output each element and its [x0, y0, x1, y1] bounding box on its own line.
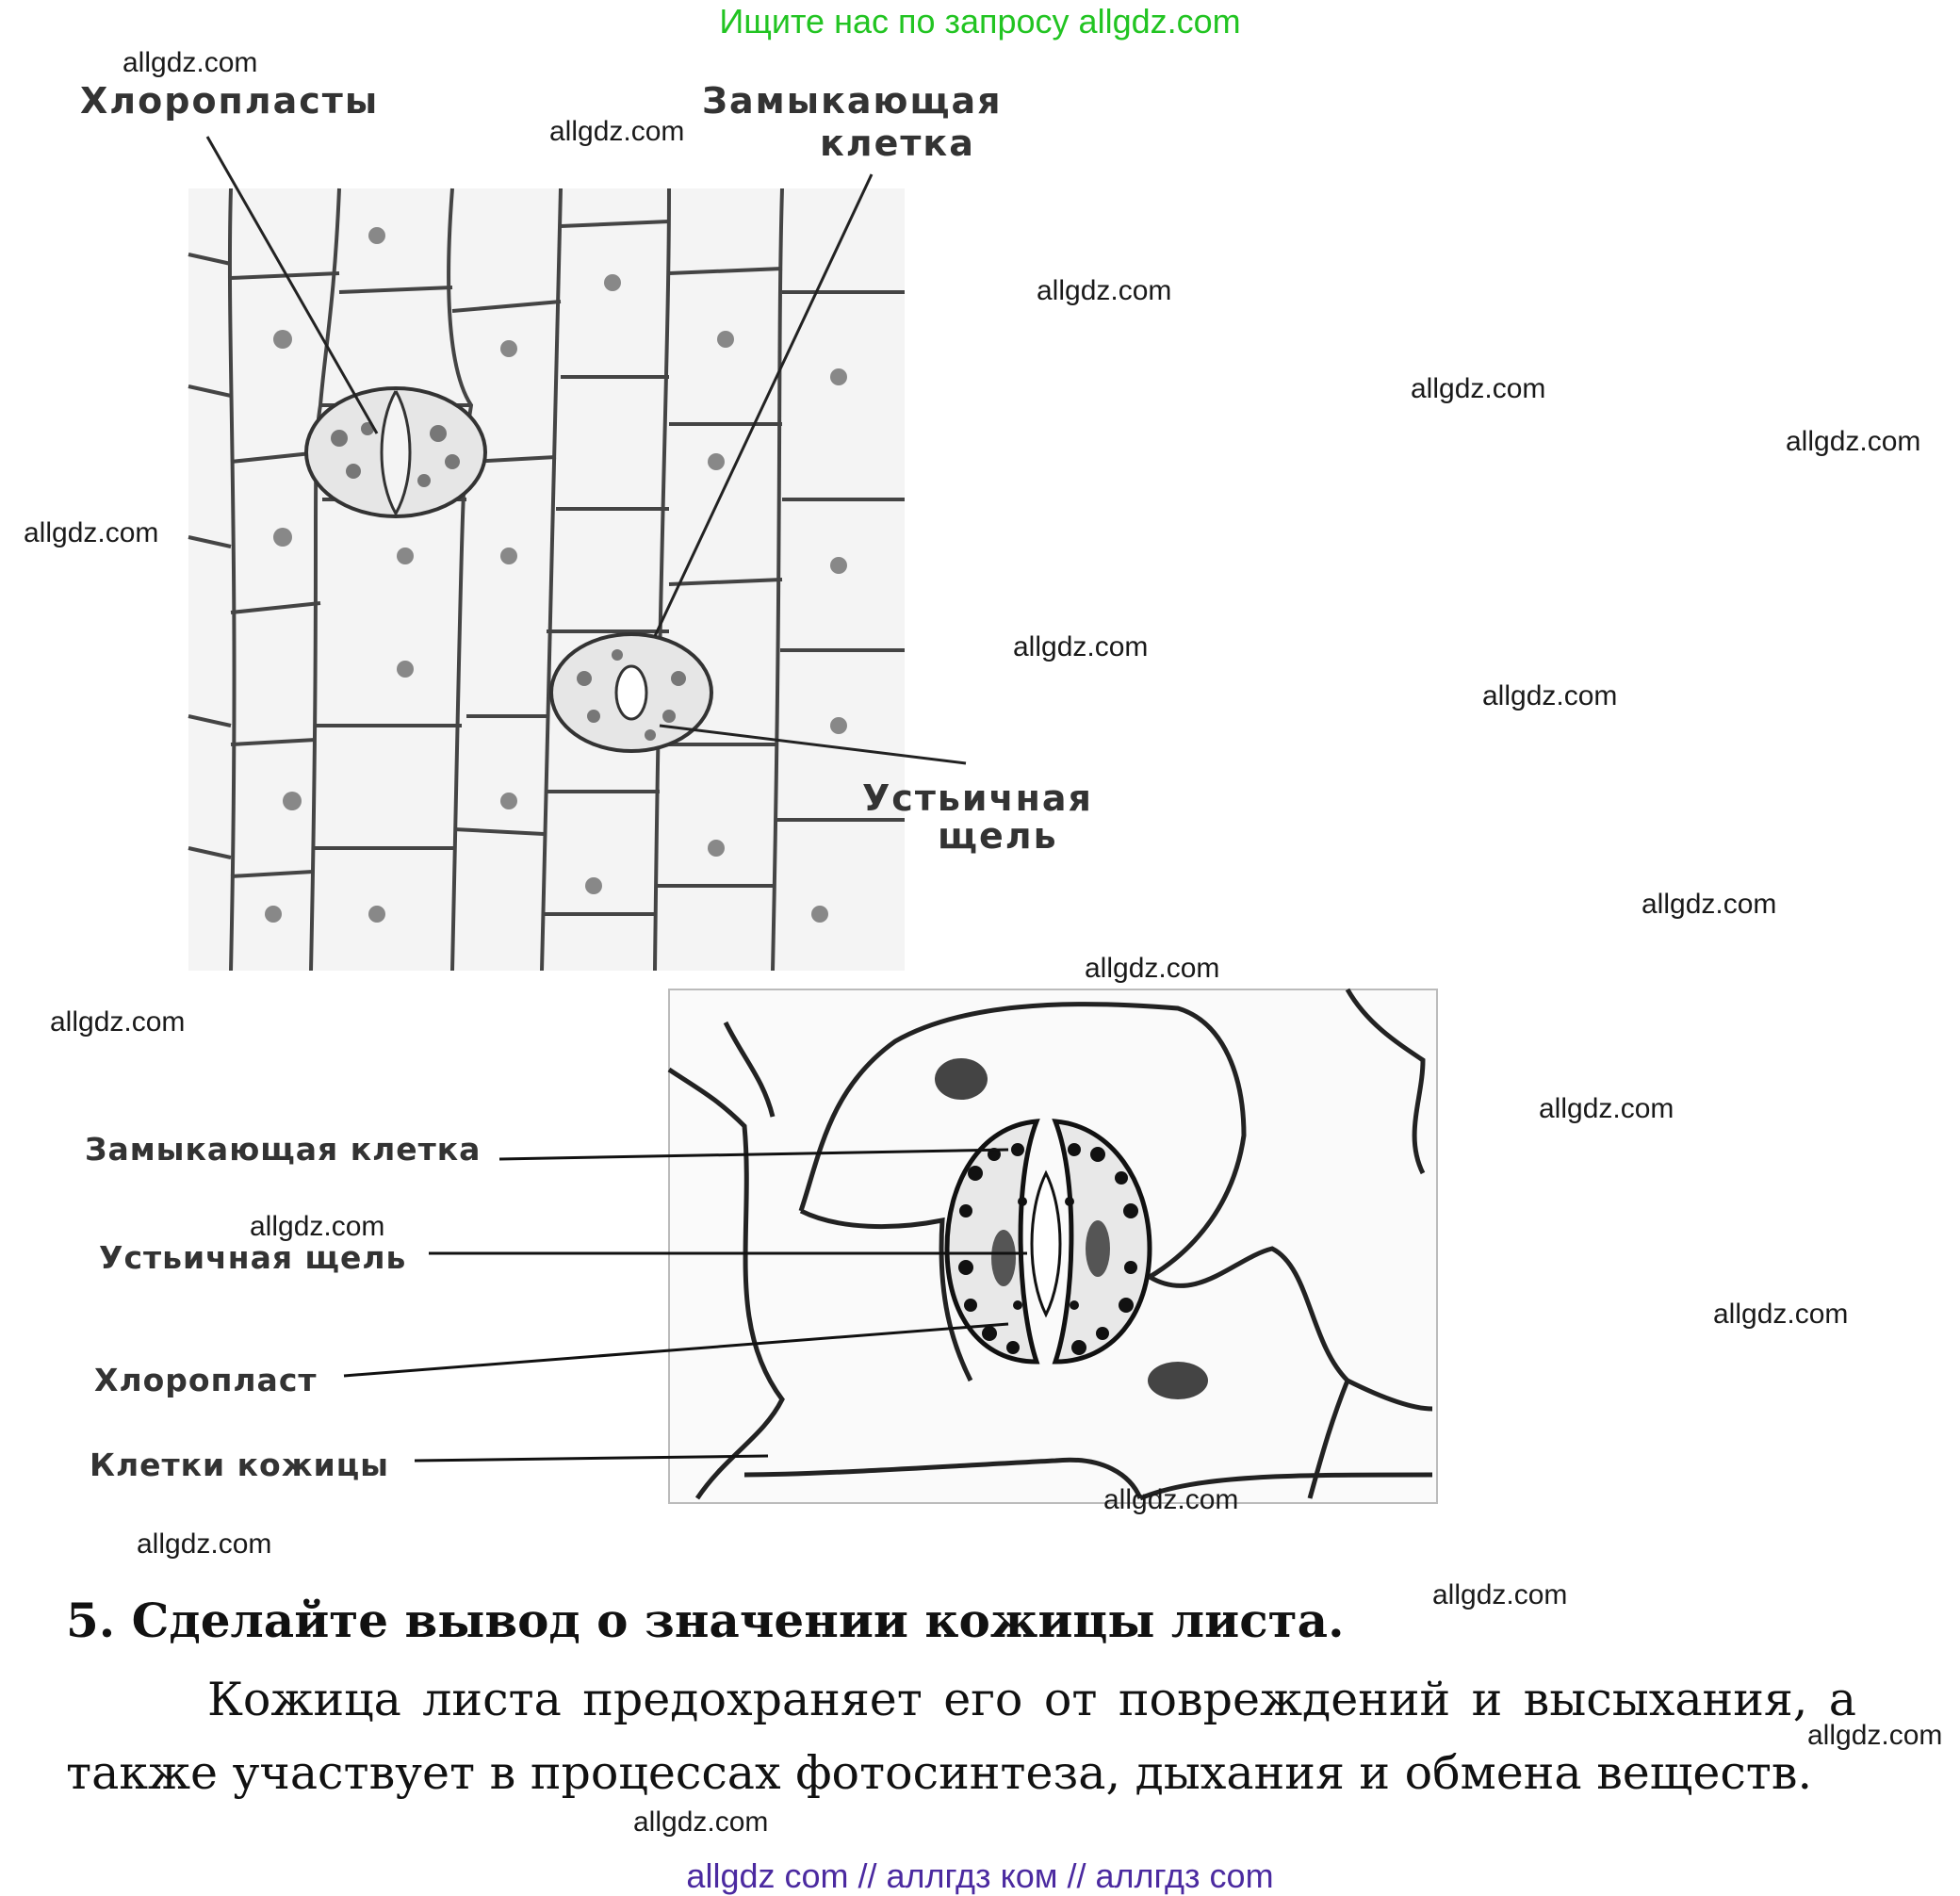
label-guard-cell-line1: Замыкающая	[702, 80, 1003, 122]
stomata-upper	[306, 388, 485, 516]
skin-cell-nucleus-bottom	[1148, 1362, 1208, 1399]
skin-cell-nucleus-top	[935, 1058, 988, 1100]
watermark: allgdz.com	[1642, 889, 1777, 920]
watermark: allgdz.com	[1482, 680, 1618, 711]
label-guard-cell-line2: клетка	[820, 123, 975, 164]
label-chloroplast: Хлоропласт	[94, 1362, 318, 1398]
watermark: allgdz.com	[122, 47, 258, 78]
stomata-lower	[551, 634, 711, 751]
watermark: allgdz.com	[1539, 1093, 1674, 1124]
watermark: allgdz.com	[24, 517, 159, 548]
watermark: allgdz.com	[250, 1211, 385, 1242]
watermark: allgdz.com	[549, 116, 685, 147]
watermark: allgdz.com	[1807, 1720, 1943, 1751]
watermark: allgdz.com	[50, 1006, 186, 1038]
watermark: allgdz.com	[1432, 1579, 1568, 1610]
watermark: allgdz.com	[1013, 631, 1149, 662]
label-chloroplasts: Хлоропласты	[80, 80, 380, 122]
watermark: allgdz.com	[1713, 1299, 1849, 1330]
watermark: allgdz.com	[1103, 1484, 1239, 1515]
task-answer	[66, 1663, 1856, 1810]
watermark: allgdz.com	[137, 1528, 272, 1560]
footer-links[interactable]: allgdz com // аллгдз ком // аллгдз com	[686, 1856, 1274, 1895]
search-banner[interactable]: Ищите нас по запросу allgdz.com	[719, 2, 1241, 41]
watermark: allgdz.com	[1786, 426, 1921, 457]
task-answer-text: Кожица листа предохраняет его от повреждений и высыхания, а также участвует в процессах фотосинтеза, дыхания и обмена веществ.	[66, 1673, 1856, 1800]
watermark: allgdz.com	[633, 1806, 769, 1838]
watermark: allgdz.com	[1411, 373, 1546, 404]
label-guard-cell: Замыкающая клетка	[85, 1131, 482, 1168]
label-stomatal-slit-line2: щель	[938, 815, 1058, 857]
label-stomatal-slit: Устьичная щель	[99, 1239, 407, 1276]
label-stomatal-slit-line1: Устьичная	[862, 777, 1093, 819]
watermark: allgdz.com	[1085, 953, 1220, 984]
watermark: allgdz.com	[1037, 275, 1172, 306]
task-heading: 5. Сделайте вывод о значении кожицы листа.	[66, 1593, 1345, 1648]
label-skin-cells: Клетки кожицы	[90, 1447, 389, 1483]
